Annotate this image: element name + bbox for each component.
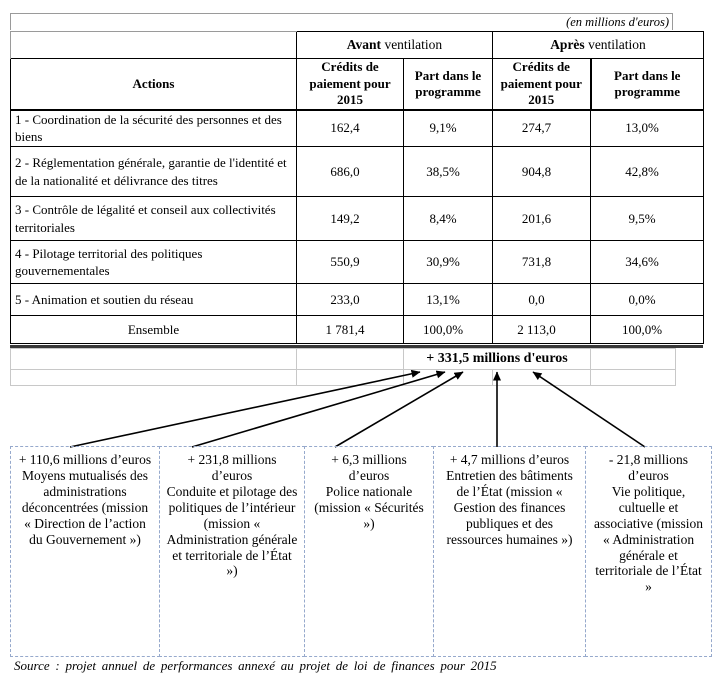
- arrow-box5-icon: [533, 372, 645, 447]
- value-cell: 149,2: [297, 197, 404, 241]
- action-label: 4 - Pilotage territorial des politiques gouvernementales: [11, 241, 297, 284]
- value-cell: 8,4%: [404, 197, 493, 241]
- group-header-spacer: [11, 32, 297, 59]
- value-cell: 686,0: [297, 147, 404, 197]
- col-header-credits-avant: Crédits de paiement pour 2015: [297, 59, 404, 110]
- table-row: [11, 197, 704, 241]
- total-row: [11, 316, 704, 344]
- total-cell: 1 781,4: [297, 316, 404, 344]
- annotation-amount: + 6,3 millions d’euros: [331, 452, 407, 483]
- annotation-amount: - 21,8 millions d’euros: [608, 452, 689, 483]
- group-header-apres: Après ventilation: [493, 32, 704, 59]
- annotation-box: [159, 446, 305, 657]
- col-header-credits-apres: Crédits de paiement pour 2015: [493, 59, 591, 110]
- unit-note: (en millions d'euros): [10, 13, 673, 30]
- annotation-box: [10, 446, 160, 657]
- value-cell: 30,9%: [404, 241, 493, 284]
- value-cell: 233,0: [297, 284, 404, 316]
- col-header-part-apres: Part dans le programme: [591, 59, 704, 110]
- table-row: [11, 284, 704, 316]
- col-header-actions: Actions: [11, 59, 297, 110]
- annotation-box: [585, 446, 712, 657]
- value-cell: 731,8: [493, 241, 591, 284]
- group-header-avant: Avant ventilation: [297, 32, 493, 59]
- value-cell: 0,0: [493, 284, 591, 316]
- total-label: Ensemble: [11, 316, 297, 344]
- callout-total: + 331,5 millions d'euros: [404, 349, 591, 370]
- annotation-description: Moyens mutualisés des administrations déconcentrées (mission « Direction de l’action du Gouvernement »): [21, 467, 149, 547]
- action-label: 1 - Coordination de la sécurité des personnes et des biens: [11, 110, 297, 147]
- action-label: 5 - Animation et soutien du réseau: [11, 284, 297, 316]
- arrow-box2-icon: [192, 372, 445, 447]
- annotation-description: Police nationale (mission « Sécurités »): [314, 483, 424, 531]
- total-cell: 2 113,0: [493, 316, 591, 344]
- table-row: [11, 241, 704, 284]
- value-cell: 38,5%: [404, 147, 493, 197]
- annotation-description: Vie politique, cultuelle et associative (mission « Administration générale et territoriale de l’État »: [593, 483, 704, 595]
- annotation-amount: + 4,7 millions d’euros: [449, 452, 570, 467]
- total-cell: 100,0%: [591, 316, 704, 344]
- value-cell: 162,4: [297, 110, 404, 147]
- value-cell: 34,6%: [591, 241, 704, 284]
- value-cell: 13,0%: [591, 110, 704, 147]
- annotation-amount: + 110,6 millions d’euros: [18, 452, 152, 467]
- value-cell: 0,0%: [591, 284, 704, 316]
- callout-arrows: [0, 360, 718, 452]
- total-cell: 100,0%: [404, 316, 493, 344]
- value-cell: 9,5%: [591, 197, 704, 241]
- source-note: Source : projet annuel de performances annexé au projet de loi de finances pour 2015: [14, 658, 497, 673]
- column-header-row: [11, 59, 704, 110]
- annotation-box: [433, 446, 586, 657]
- value-cell: 42,8%: [591, 147, 704, 197]
- arrow-box3-icon: [335, 372, 463, 447]
- value-cell: 201,6: [493, 197, 591, 241]
- value-cell: 9,1%: [404, 110, 493, 147]
- action-label: 2 - Réglementation générale, garantie de l'identité et de la nationalité et délivrance des titres: [11, 147, 297, 197]
- col-header-part-avant: Part dans le programme: [404, 59, 493, 110]
- table-row: [11, 147, 704, 197]
- value-cell: 550,9: [297, 241, 404, 284]
- ventilation-table: [10, 31, 704, 344]
- table-row: [11, 110, 704, 147]
- value-cell: 904,8: [493, 147, 591, 197]
- annotation-amount: + 231,8 millions d’euros: [187, 452, 277, 483]
- annotation-description: Conduite et pilotage des politiques de l’intérieur (mission « Administration générale et territoriale de l’État »): [166, 483, 298, 579]
- value-cell: 274,7: [493, 110, 591, 147]
- annotation-boxes: [10, 446, 712, 657]
- annotation-box: [304, 446, 434, 657]
- action-label: 3 - Contrôle de légalité et conseil aux collectivités territoriales: [11, 197, 297, 241]
- annotation-description: Entretien des bâtiments de l’État (mission « Gestion des finances publiques et des ressources humaines »): [446, 467, 573, 547]
- arrow-box1-icon: [70, 372, 420, 447]
- value-cell: 13,1%: [404, 284, 493, 316]
- group-header-row: [11, 32, 704, 59]
